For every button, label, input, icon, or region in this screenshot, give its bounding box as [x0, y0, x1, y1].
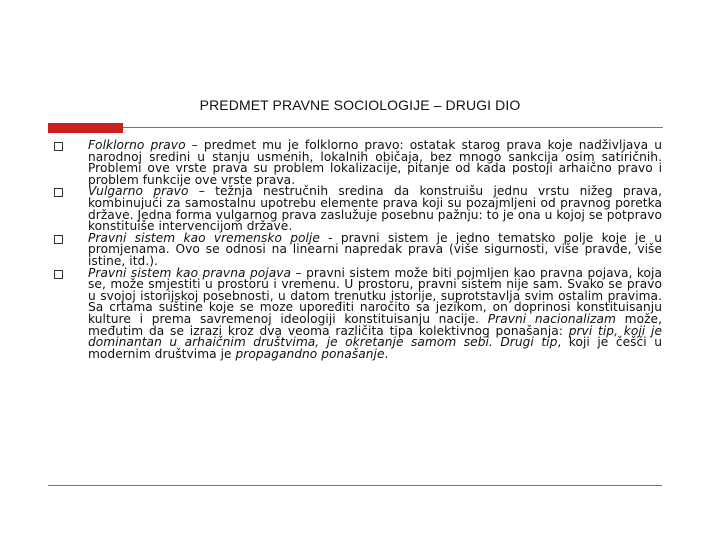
bullet-vremensko-polje [52, 230, 662, 268]
square-bullet-icon [54, 142, 63, 151]
bullet-text: . [384, 346, 389, 361]
square-bullet-icon [54, 235, 63, 244]
bullet-text: - pravni sistem je jedno tematsko polje koje je u promjenama. Ovo se odnosi na linearni napredak prava (više sigurnosti, više pravde, više istine, itd.). [88, 230, 662, 268]
bullet-term: Vulgarno pravo [88, 184, 189, 199]
bullet-emphasis: propagandno ponašanje [235, 346, 385, 361]
bullet-text: – predmet mu je folklorno pravo: ostatak starog prava koje nadživljava u narodnoj sredini u stanju usmenih, lokalnih običaja, bez mnogo sankcija osim satiričnih. Problemi ove vrste prava su problem lokalizacije, pitanje od kada postoji arhaično pravo i problem funkcije ove vrste prava. [88, 138, 663, 187]
square-bullet-icon [54, 270, 63, 279]
bullet-term: Pravni nacionalizam [487, 311, 616, 326]
bullet-emphasis: prvi tip, koji je dominantan u arhaičnim društvima, je okretanje samom sebi. Drugi tip [88, 323, 662, 350]
accent-bar [48, 123, 123, 133]
bullet-text: – pravni sistem može biti pojmljen kao pravna pojava, koja se, može smjestiti u prostoru i vremenu. U prostoru, pravni sistem nije sam. Svako se pravo u svojoj istorijskoj posebnosti, u datom trenutku istorije, suprotstavlja svim ostalim pravima. Sa crtama suštine koje se moze upoređiti naročito sa jezikom, on doprinosi konstituisanju kulture i prema savremenoj ideologiji konstituisanju nacije. [88, 265, 663, 326]
footer-rule [48, 485, 662, 486]
bullet-term: Pravni sistem kao pravna pojava [88, 265, 291, 280]
bullet-pravna-pojava [52, 265, 663, 361]
title-rule [123, 127, 663, 128]
bullet-folklorno-pravo [52, 140, 662, 186]
bullet-vulgarno-pravo [52, 186, 662, 232]
bullet-term: Folklorno pravo [88, 138, 186, 152]
bullet-text: , koji je češći u modernim društvima je [88, 335, 662, 361]
bullet-list [52, 140, 662, 360]
bullet-text: – težnja nestručnih sredina da konstruišu jednu vrstu nižeg prava, kombinujući za samostalnu upotrebu elemente prava koji su pozajmljeni od pravnog poretka države. Jedna forma vulgarnog prava zaslužuje posebnu pažnju: to je ona u kojoj se potpravo konstituiše intervencijom države. [88, 184, 662, 234]
slide-title: PREDMET PRAVNE SOCIOLOGIJE – DRUGI DIO [199, 97, 521, 113]
bullet-term: Pravni sistem kao vremensko polje [88, 230, 320, 245]
square-bullet-icon [54, 188, 63, 197]
bullet-text: može, međutim da se izrazi kroz dva veoma različita tipa kolektivnog ponašanja: [88, 311, 662, 338]
